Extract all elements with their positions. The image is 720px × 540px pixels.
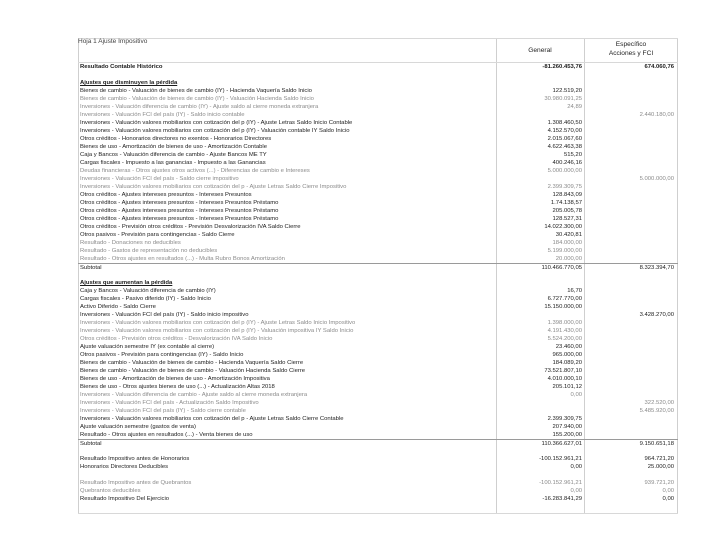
general-value: 205.005,78 <box>552 208 582 214</box>
general-value: 4.010.000,10 <box>547 376 582 382</box>
row-description: Inversiones - Valuación FCI del país - Actualización Saldo Impositivo <box>80 400 259 406</box>
general-value: 1.74.138,57 <box>550 200 582 206</box>
general-value: 4.622.463,38 <box>547 144 582 150</box>
specific-value: 9.150.651,18 <box>639 441 674 447</box>
table-row <box>78 207 678 215</box>
row-description: Activo Diferido - Saldo Cierre <box>80 304 156 310</box>
table-row <box>78 367 678 375</box>
specific-value: 939.721,20 <box>644 480 674 486</box>
table-row <box>78 223 678 231</box>
general-value: 184.000,00 <box>552 240 582 246</box>
table-row <box>78 375 678 383</box>
general-value: 1.398.000,00 <box>547 320 582 326</box>
row-description: Resultado Contable Histórico <box>80 64 163 70</box>
row-description: Otros créditos - Ajustes intereses presuntos - Intereses Presuntos Préstamo <box>80 200 279 206</box>
row-description: Otros créditos - Honorarios directores no exentos - Honorarios Directores <box>80 136 272 142</box>
general-value: -100.152.961,21 <box>539 456 582 462</box>
general-value: 5.524.200,00 <box>547 336 582 342</box>
general-value: 122.519,20 <box>552 88 582 94</box>
specific-value: 674.060,76 <box>644 64 674 70</box>
row-description: Inversiones - Valuación valores mobiliarios con cotización del p - Ajuste Letras Saldo Cierre Contable <box>80 416 344 422</box>
specific-value: 3.428.270,00 <box>639 312 674 318</box>
row-description: Subtotal <box>80 441 102 447</box>
table-row <box>78 343 678 351</box>
section-heading-row <box>78 79 678 87</box>
section-heading-row <box>78 279 678 287</box>
row-description: Otros créditos - Ajustes intereses presuntos - Intereses Presuntos Préstamo <box>80 208 279 214</box>
table-row <box>78 423 678 431</box>
row-description: Cargas fiscales - Pasivo diferido (IY) - Saldo Inicio <box>80 296 211 302</box>
general-value: 184.089,20 <box>552 360 582 366</box>
row-description: Inversiones - Valuación valores mobiliarios con cotización del p (IY) - Ajuste Letras Saldo Inicio Impositivo <box>80 320 356 326</box>
general-value: 155.200,00 <box>552 432 582 438</box>
row-description: Bienes de uso - Otros ajustes bienes de uso (...) - Actualización Altas 2018 <box>80 384 275 390</box>
specific-value: 322.520,00 <box>644 400 674 406</box>
row-description: Bienes de uso - Amortización de bienes de uso - Amortización Contable <box>80 144 267 150</box>
table-row <box>78 327 678 335</box>
general-value: 515,20 <box>563 152 582 158</box>
table-row <box>78 471 678 479</box>
general-value: 23.460,00 <box>555 344 582 350</box>
table-row <box>78 495 678 503</box>
table-row <box>78 231 678 239</box>
table-row <box>78 415 678 423</box>
table-row <box>78 311 678 319</box>
table-row <box>78 103 678 111</box>
specific-value: 5.485.920,00 <box>639 408 674 414</box>
general-value: 16,70 <box>567 288 582 294</box>
column-header-general: General <box>528 47 552 54</box>
table-row <box>78 431 678 439</box>
row-description: Ajuste valuación semestre (gastos de venta) <box>80 424 196 430</box>
table-row <box>78 151 678 159</box>
row-description: Resultado Impositivo antes de Honorarios <box>80 456 190 462</box>
row-description: Otros créditos - Ajustes intereses presuntos - Intereses Presuntos Préstamo <box>80 216 279 222</box>
table-row <box>78 215 678 223</box>
row-description: Resultado Impositivo antes de Quebrantos <box>80 480 192 486</box>
table-row <box>78 407 678 415</box>
row-description: Caja y Bancos - Valuación diferencia de cambio (IY) <box>80 288 216 294</box>
row-description: Caja y Bancos - Valuación diferencia de cambio - Ajuste Bancos ME TY <box>80 152 267 158</box>
row-description: Resultado - Donaciones no deducibles <box>80 240 181 246</box>
general-value: 128.843,09 <box>552 192 582 198</box>
general-value: -81.260.453,76 <box>542 64 582 70</box>
table-row <box>78 247 678 255</box>
table-row <box>78 391 678 399</box>
tax-adjustment-sheet <box>78 38 678 514</box>
table-row <box>78 255 678 263</box>
table-row <box>78 463 678 471</box>
row-description: Bienes de cambio - Valuación de bienes de cambio - Valuación Hacienda Saldo Cierre <box>80 368 306 374</box>
table-row <box>78 447 678 455</box>
row-description: Otros pasivos - Previsión para contingencias (IY) - Saldo Inicio <box>80 352 244 358</box>
general-value: 4.191.430,00 <box>547 328 582 334</box>
table-row <box>78 135 678 143</box>
general-value: 207.940,00 <box>552 424 582 430</box>
table-row <box>78 119 678 127</box>
sheet-title: Hoja 1 Ajuste Impositivo <box>78 38 148 45</box>
row-description: Subtotal <box>80 265 102 271</box>
row-description: Inversiones - Valuación FCI del país (IY) - Saldo inicio impositivo <box>80 312 249 318</box>
table-row <box>78 335 678 343</box>
row-description: Honorarios Directores Deducibles <box>80 464 169 470</box>
specific-value: 0,00 <box>662 496 674 502</box>
table-row <box>78 399 678 407</box>
general-value: 110.466.770,05 <box>541 265 582 271</box>
row-description: Otros créditos - Previsión otros créditos - Previsión Desvalorización IVA Saldo Cierre <box>80 224 301 230</box>
general-value: 24,89 <box>567 104 582 110</box>
table-row <box>78 359 678 367</box>
table-row <box>78 71 678 79</box>
row-description: Inversiones - Valuación diferencia de cambio (IY) - Ajuste saldo al cierre moneda extranjera <box>80 104 319 110</box>
general-value: -100.152.961,21 <box>539 480 582 486</box>
table-row <box>78 295 678 303</box>
row-description: Resultado - Otros ajustes en resultados (...) - Multa Rubro Bonos Amortización <box>80 256 285 262</box>
row-description: Bienes de cambio - Valuación de bienes de cambio (IY) - Hacienda Vaquería Saldo Inicio <box>80 88 312 94</box>
row-description: Inversiones - Valuación FCI del país (IY) - Saldo cierre contable <box>80 408 246 414</box>
row-description: Inversiones - Valuación valores mobiliarios con cotización del p (IY) - Valuación contable IY Saldo Inicio <box>80 128 350 134</box>
general-value: 205.101,12 <box>552 384 582 390</box>
row-description: Inversiones - Valuación FCI del país (IY) - Saldo inicio contable <box>80 112 245 118</box>
specific-value: 964.721,20 <box>644 456 674 462</box>
general-value: 400.246,16 <box>552 160 582 166</box>
table-row <box>78 87 678 95</box>
row-description: Otros pasivos - Previsión para contingencias - Saldo Cierre <box>80 232 235 238</box>
table-row <box>78 183 678 191</box>
row-description: Inversiones - Valuación valores mobiliarios con cotización del p - Ajuste Letras Saldo Cierre Impositivo <box>80 184 347 190</box>
general-value: -16.283.841,29 <box>542 496 582 502</box>
table-row <box>78 271 678 279</box>
general-value: 2.015.067,60 <box>547 136 582 142</box>
row-description: Bienes de uso - Amortización de bienes de uso - Amortización Impositiva <box>80 376 270 382</box>
table-row <box>78 111 678 119</box>
table-row <box>78 159 678 167</box>
table-row <box>78 199 678 207</box>
general-value: 30.980.091,25 <box>544 96 582 102</box>
column-header-specific: Específico <box>615 41 647 48</box>
table-row <box>78 239 678 247</box>
row-description: Deudas financieras - Otros ajustes otros activos (...) - Diferencias de cambio e Intereses <box>80 168 310 174</box>
general-value: 0,00 <box>570 392 582 398</box>
table-row <box>78 63 678 71</box>
row-description: Resultado - Gastos de representación no deducibles <box>80 248 218 254</box>
table-row <box>78 319 678 327</box>
row-description: Resultado Impositivo Del Ejercicio <box>80 496 170 502</box>
table-row <box>78 455 678 463</box>
general-value: 14.022.300,00 <box>544 224 582 230</box>
general-value: 1.308.460,50 <box>547 120 582 126</box>
table-row <box>78 191 678 199</box>
general-value: 5.000.000,00 <box>547 168 582 174</box>
general-value: 0,00 <box>570 464 582 470</box>
specific-value: 8.323.394,70 <box>639 265 674 271</box>
table-row <box>78 95 678 103</box>
row-description: Quebrantos deducibles <box>80 488 141 494</box>
table-row <box>78 351 678 359</box>
column-header-specific-sub: Acciones y FCI <box>608 50 654 57</box>
general-value: 30.420,81 <box>555 232 582 238</box>
row-description: Cargas fiscales - Impuesto a las ganancias - Impuesto a las Ganancias <box>80 160 266 166</box>
general-value: 73.521.807,10 <box>544 368 582 374</box>
general-value: 110.366.627,01 <box>541 441 582 447</box>
table-row <box>78 127 678 135</box>
general-value: 5.199.000,00 <box>547 248 582 254</box>
row-description: Otros créditos - Ajustes intereses presuntos - Intereses Presuntos <box>80 192 252 198</box>
general-value: 965.000,00 <box>552 352 582 358</box>
table-row <box>78 287 678 295</box>
general-value: 128.527,31 <box>552 216 582 222</box>
row-description: Ajustes que aumentan la pérdida <box>80 280 173 286</box>
specific-value: 0,00 <box>662 488 674 494</box>
table-row <box>78 167 678 175</box>
specific-value: 5.000.000,00 <box>639 176 674 182</box>
general-value: 2.399.309,75 <box>547 184 582 190</box>
general-value: 4.152.570,00 <box>547 128 582 134</box>
grid-line <box>78 513 678 514</box>
general-value: 20.000,00 <box>555 256 582 262</box>
general-value: 15.150.000,00 <box>544 304 582 310</box>
table-row <box>78 143 678 151</box>
grid-line <box>78 38 678 39</box>
row-description: Otros créditos - Previsión otros créditos - Desvalorización IVA Saldo Inicio <box>80 336 273 342</box>
table-row <box>78 175 678 183</box>
row-description: Bienes de cambio - Valuación de bienes de cambio - Hacienda Vaquería Saldo Cierre <box>80 360 304 366</box>
table-row <box>78 303 678 311</box>
row-description: Bienes de cambio - Valuación de bienes de cambio (IY) - Valuación Hacienda Saldo Inicio <box>80 96 314 102</box>
specific-value: 25.000,00 <box>647 464 674 470</box>
general-value: 0,00 <box>570 488 582 494</box>
general-value: 6.727.770,00 <box>547 296 582 302</box>
row-description: Inversiones - Valuación diferencia de cambio - Ajuste saldo al cierre moneda extranjera <box>80 392 308 398</box>
table-row <box>78 479 678 487</box>
specific-value: 2.440.180,00 <box>639 112 674 118</box>
general-value: 2.399.309,75 <box>547 416 582 422</box>
row-description: Ajustes que disminuyen la pérdida <box>80 80 178 86</box>
row-description: Inversiones - Valuación valores mobiliarios con cotización del p (IY) - Valuación impositiva IY Saldo Inicio <box>80 328 354 334</box>
table-row <box>78 487 678 495</box>
row-description: Inversiones - Valuación FCI del país - Saldo cierre impositivo <box>80 176 239 182</box>
row-description: Resultado - Otros ajustes en resultados (...) - Venta bienes de uso <box>80 432 253 438</box>
row-description: Inversiones - Valuación valores mobiliarios con cotización del p (IY) - Ajuste Letras Saldo Inicio Contable <box>80 120 353 126</box>
row-description: Ajuste valuación semestre IY (ex contable al cierre) <box>80 344 215 350</box>
table-row <box>78 383 678 391</box>
